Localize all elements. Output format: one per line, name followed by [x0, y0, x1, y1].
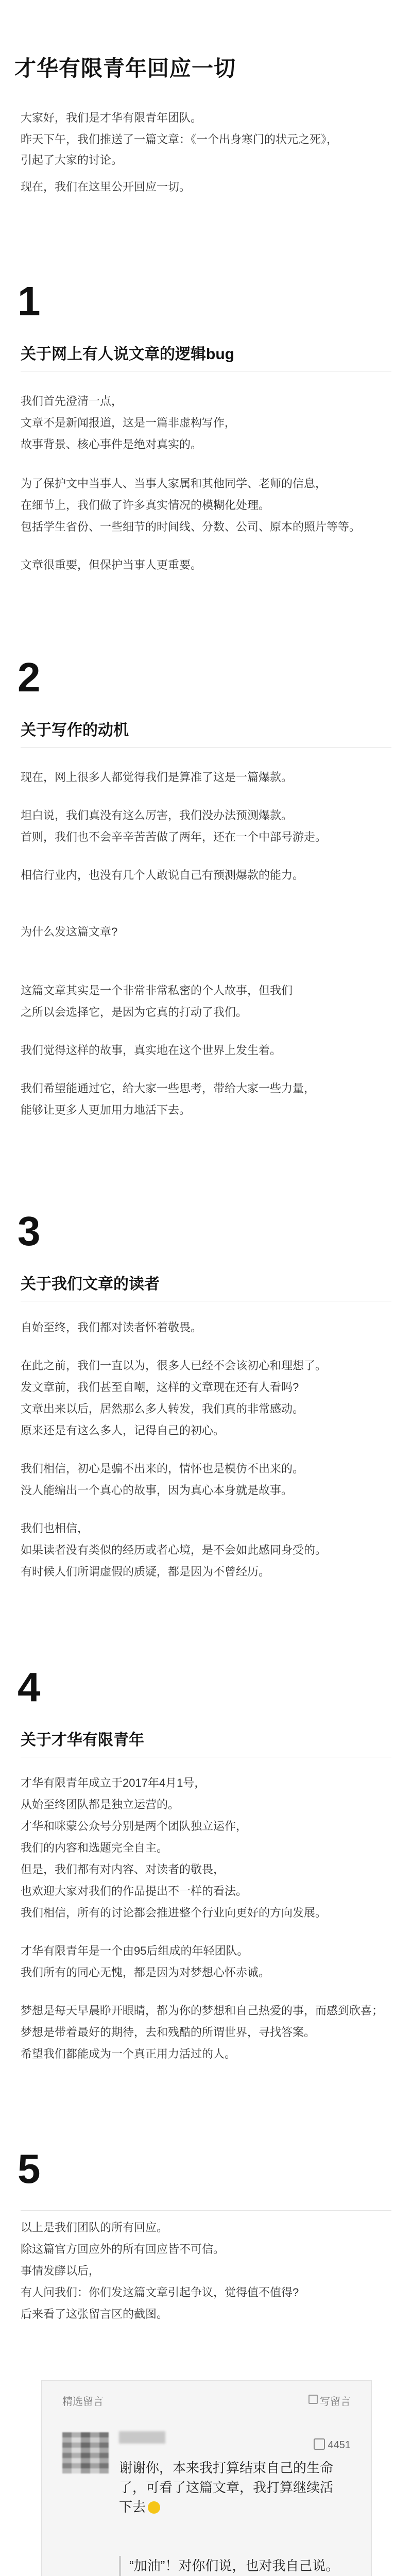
paragraph-line: 梦想是带着最好的期待，去和残酷的所谓世界，寻找答案。 — [21, 2026, 316, 2039]
section-number: 5 — [18, 2146, 41, 2192]
paragraph-line: 文章很重要，但保护当事人更重要。 — [21, 558, 202, 571]
section-heading: 关于我们文章的读者 — [21, 1276, 160, 1293]
section-number: 1 — [18, 278, 41, 324]
write-comment-link: 写留言 — [320, 2393, 351, 2408]
blurred-username — [119, 2431, 165, 2444]
paragraph-line: 首则，我们也不会辛辛苦苦做了两年，还在一个中部号游走。 — [21, 831, 327, 843]
paragraph-line: 我们的内容和选题完全自主。 — [21, 1841, 168, 1854]
section-number: 2 — [18, 654, 41, 700]
paragraph-line: 为了保护文中当事人、当事人家属和其他同学、老师的信息， — [21, 477, 327, 490]
intro-line: 现在，我们在这里公开回应一切。 — [21, 180, 191, 193]
featured-comments-label: 精选留言 — [62, 2396, 104, 2408]
paragraph-line: 发文章前，我们甚至自嘲，这样的文章现在还有人看吗? — [21, 1381, 299, 1394]
paragraph-line: 原来还是有这么多人，记得自己的初心。 — [21, 1424, 225, 1437]
paragraph-line: 自始至终，我们都对读者怀着敬畏。 — [21, 1321, 202, 1334]
paragraph-line: 事情发酵以后， — [21, 2264, 100, 2277]
author-reply — [119, 2556, 351, 2576]
paragraph-line: 现在，网上很多人都觉得我们是算准了这是一篇爆款。 — [21, 771, 293, 784]
paragraph-line: 为什么发这篇文章? — [21, 925, 118, 938]
comment-text — [119, 2458, 340, 2517]
section-number: 3 — [18, 1208, 41, 1254]
paragraph-line: 我们首先澄清一点， — [21, 395, 123, 408]
article-title: 才华有限青年回应一切 — [14, 56, 236, 80]
section-divider — [21, 2210, 391, 2211]
paragraph-line: 希望我们都能成为一个真正用力活过的人。 — [21, 2047, 236, 2060]
paragraph-line: 有人问我们：你们发这篇文章引起争议，觉得值不值得? — [21, 2286, 299, 2299]
paragraph-line: 才华有限青年成立于2017年4月1号， — [21, 1776, 206, 1789]
comment-likes-count: 4451 — [328, 2439, 351, 2451]
section-heading: 关于网上有人说文章的逻辑bug — [21, 346, 234, 363]
paragraph-line: 坦白说，我们真没有这么厉害，我们没办法预测爆款。 — [21, 809, 293, 822]
paragraph-line: 才华有限青年是一个由95后组成的年轻团队。 — [21, 1944, 249, 1957]
paragraph-line: 这篇文章其实是一个非常非常私密的个人故事，但我们 — [21, 984, 293, 997]
paragraph-line: 才华和咪蒙公众号分别是两个团队独立运作， — [21, 1820, 248, 1833]
section-heading: 关于写作的动机 — [21, 722, 129, 739]
comment-screenshot — [41, 2380, 372, 2576]
smile-emoji-icon — [148, 2501, 160, 2514]
paragraph-line: 如果读者没有类似的经历或者心境，是不会如此感同身受的。 — [21, 1544, 327, 1556]
comment-text-body: 谢谢你，本来我打算结束自己的生命了，可看了这篇文章，我打算继续活下去 — [119, 2460, 334, 2515]
section-heading: 关于才华有限青年 — [21, 1732, 144, 1749]
paragraph-line: 有时候人们所谓虚假的质疑，都是因为不曾经历。 — [21, 1565, 270, 1578]
intro-line: 引起了大家的讨论。 — [21, 154, 123, 166]
paragraph-line: 文章出来以后，居然那么多人转发，我们真的非常感动。 — [21, 1402, 304, 1415]
paragraph-line: 我们相信，初心是骗不出来的，情怀也是模仿不出来的。 — [21, 1462, 304, 1475]
paragraph-line: 从始至终团队都是独立运营的。 — [21, 1798, 180, 1811]
paragraph-line: 我们也相信， — [21, 1522, 89, 1535]
paragraph-line: 能够让更多人更加用力地活下去。 — [21, 1104, 191, 1116]
paragraph-line: 包括学生省份、一些细节的时间线、分数、公司、原本的照片等等。 — [21, 520, 361, 533]
paragraph-line: 在此之前，我们一直以为，很多人已经不会该初心和理想了。 — [21, 1359, 327, 1372]
paragraph-line: 故事背景、核心事件是绝对真实的。 — [21, 438, 202, 451]
paragraph-line: 但是，我们都有对内容、对读者的敬畏， — [21, 1863, 225, 1876]
comment-likes — [314, 2438, 351, 2451]
comment-header — [62, 2393, 351, 2408]
paragraph-line: 之所以会选择它，是因为它真的打动了我们。 — [21, 1006, 248, 1019]
reply-line: “加油”！对你们说，也对我自己说。 — [129, 2558, 339, 2573]
paragraph-line: 我们所有的同心无愧，都是因为对梦想心怀赤诚。 — [21, 1966, 270, 1979]
paragraph-line: 我们觉得这样的故事，真实地在这个世界上发生着。 — [21, 1044, 282, 1057]
intro-line: 昨天下午，我们推送了一篇文章：《一个出身寒门的状元之死》， — [21, 133, 338, 146]
paragraph-line: 梦想是每天早晨睁开眼睛，都为你的梦想和自己热爱的事，而感到欣喜； — [21, 2004, 384, 2017]
paragraph-line: 以上是我们团队的所有回应。 — [21, 2221, 168, 2234]
section-divider — [21, 747, 391, 748]
intro-line: 大家好，我们是才华有限青年团队。 — [21, 111, 202, 124]
paragraph-line: 我们相信，所有的讨论都会推进整个行业向更好的方向发展。 — [21, 1906, 327, 1919]
paragraph-line: 在细节上，我们做了许多真实情况的模糊化处理。 — [21, 499, 270, 512]
paragraph-line: 文章不是新闻报道，这是一篇非虚构写作， — [21, 416, 236, 429]
paragraph-line: 除这篇官方回应外的所有回应皆不可信。 — [21, 2243, 225, 2256]
blurred-avatar — [62, 2432, 109, 2473]
paragraph-line: 没人能编出一个真心的故事，因为真心本身就是故事。 — [21, 1484, 293, 1497]
paragraph-line: 后来看了这张留言区的截图。 — [21, 2308, 168, 2320]
thumbs-up-icon — [314, 2438, 325, 2450]
section-number: 4 — [18, 1664, 41, 1710]
paragraph-line: 我们希望能通过它，给大家一些思考，带给大家一些力量， — [21, 1082, 316, 1095]
paragraph-line: 也欢迎大家对我们的作品提出不一样的看法。 — [21, 1885, 248, 1897]
paragraph-line: 相信行业内，也没有几个人敢说自己有预测爆款的能力。 — [21, 869, 304, 882]
